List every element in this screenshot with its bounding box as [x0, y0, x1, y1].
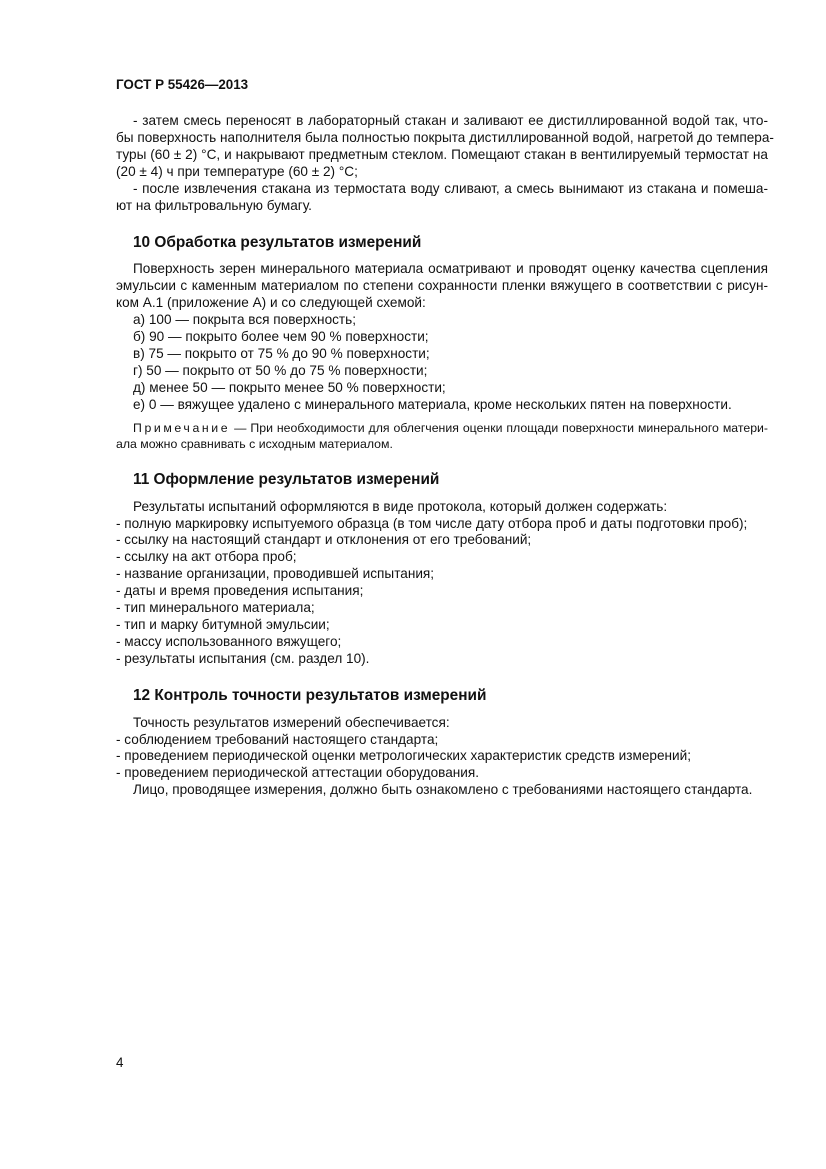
- list-item: - результаты испытания (см. раздел 10).: [116, 650, 370, 666]
- list-item: - ссылку на акт отбора проб;: [116, 549, 297, 565]
- section-11-heading: 11 Оформление результатов измерений: [133, 470, 440, 488]
- text-line: - после извлечения стакана из термостата воду сливают, а смесь вынимают из стакана и помеша-: [133, 180, 768, 196]
- intro-paragraph-2: [116, 181, 768, 215]
- section-10-note: [116, 420, 768, 452]
- document-id-header: ГОСТ Р 55426—2013: [116, 77, 249, 92]
- list-item: - проведением периодической оценки метрологических характеристик средств измерений;: [116, 748, 691, 764]
- section-12-heading: 12 Контроль точности результатов измерений: [133, 686, 487, 704]
- text-line: туры (60 ± 2) °С, и накрывают предметным стеклом. Помещают стакан в вентилируемый термостат на: [116, 146, 768, 162]
- list-item: - ссылку на настоящий стандарт и отклонения от его требований;: [116, 532, 532, 548]
- page-content: [116, 113, 774, 799]
- note-label: Примечание: [133, 420, 231, 435]
- list-item: - тип минерального материала;: [116, 600, 315, 616]
- list-item: е) 0 — вяжущее удалено с минерального материала, кроме нескольких пятен на поверхности.: [133, 396, 732, 412]
- text-line: Поверхность зерен минерального материала осматривают и проводят оценку качества сцепления: [133, 261, 768, 277]
- section-11-list: [116, 499, 768, 668]
- section-12-list: [116, 715, 768, 800]
- list-item: - проведением периодической аттестации оборудования.: [116, 765, 480, 781]
- list-item: д) менее 50 — покрыто менее 50 % поверхности;: [133, 379, 446, 395]
- list-item: г) 50 — покрыто от 50 % до 75 % поверхности;: [133, 362, 428, 378]
- list-item: - массу использованного вяжущего;: [116, 633, 342, 649]
- section-10-heading: 10 Обработка результатов измерений: [133, 234, 422, 252]
- section-12-intro: Точность результатов измерений обеспечивается:: [133, 714, 450, 730]
- list-item: а) 100 — покрыта вся поверхность;: [133, 312, 357, 328]
- section-11-intro: Результаты испытаний оформляются в виде протокола, который должен содержать:: [133, 498, 668, 514]
- note-line: [116, 420, 768, 436]
- text-line: ют на фильтровальную бумагу.: [116, 197, 312, 213]
- list-item: - соблюдением требований настоящего стандарта;: [116, 731, 439, 747]
- list-item: - полную маркировку испытуемого образца (в том числе дату отбора проб и даты подготовки проб);: [116, 515, 748, 531]
- intro-paragraph-1: [116, 113, 774, 181]
- section-10-list: [116, 312, 768, 413]
- note-text: — При необходимости для облегчения оценки площади поверхности минерального матери-: [230, 420, 768, 435]
- section-10-paragraph: [116, 261, 768, 312]
- list-item: - тип и марку битумной эмульсии;: [116, 616, 330, 632]
- list-item: в) 75 — покрыто от 75 % до 90 % поверхности;: [133, 345, 430, 361]
- list-item: б) 90 — покрыто более чем 90 % поверхности;: [133, 329, 429, 345]
- section-12-closing: Лицо, проводящее измерения, должно быть ознакомлено с требованиями настоящего стандарта.: [133, 782, 753, 798]
- note-line: ала можно сравнивать с исходным материалом.: [116, 436, 393, 451]
- text-line: ком А.1 (приложение А) и со следующей схемой:: [116, 295, 426, 311]
- list-item: - название организации, проводившей испытания;: [116, 566, 435, 582]
- text-line: бы поверхность наполнителя была полностью покрыта дистиллированной водой, нагретой до темпера-: [116, 129, 774, 145]
- text-line: - затем смесь переносят в лабораторный стакан и заливают ее дистиллированной водой так, что-: [133, 113, 768, 128]
- text-line: эмульсии с каменным материалом по степени сохранности пленки вяжущего в соответствии с рисун-: [116, 278, 768, 294]
- text-line: (20 ± 4) ч при температуре (60 ± 2) °С;: [116, 163, 358, 179]
- page-number: 4: [116, 1055, 124, 1070]
- list-item: - даты и время проведения испытания;: [116, 583, 364, 599]
